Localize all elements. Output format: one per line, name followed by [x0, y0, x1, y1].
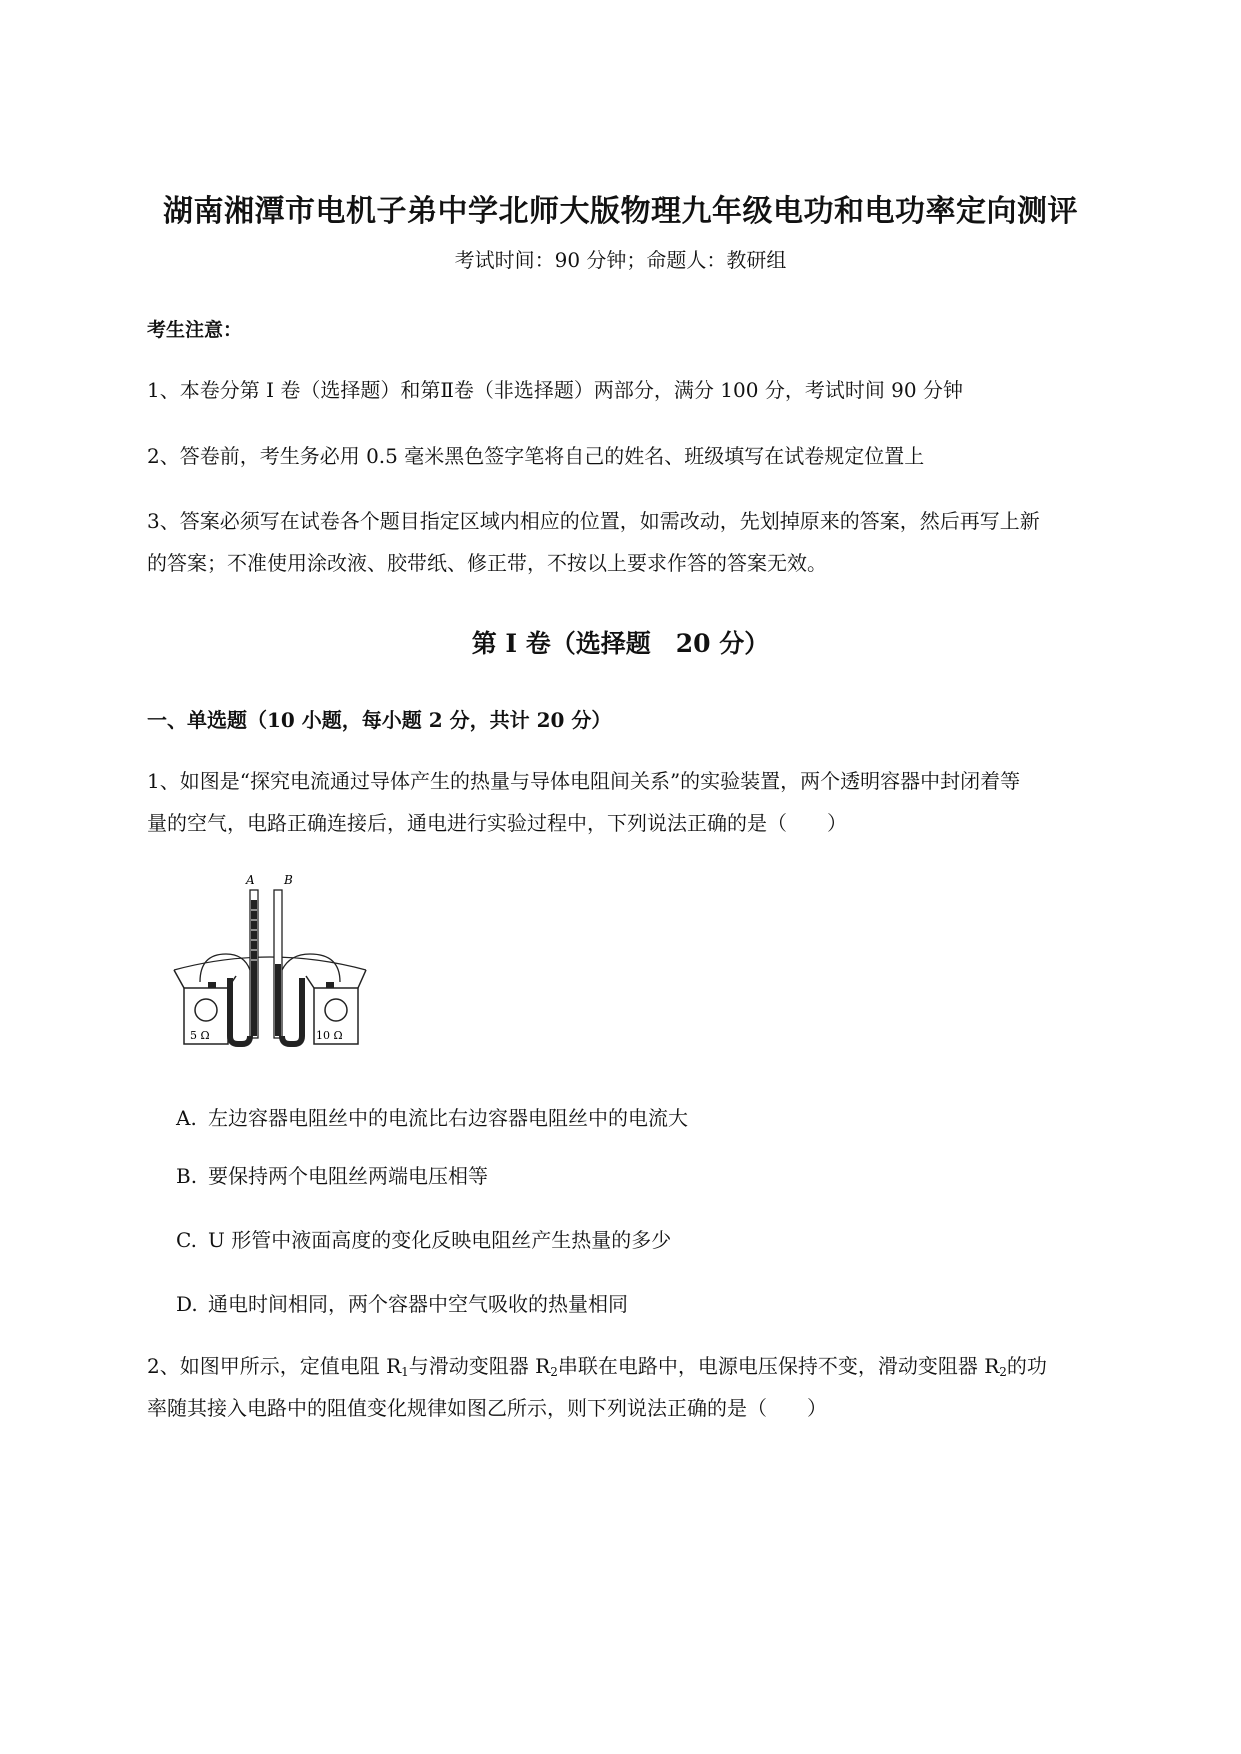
subscript: 2: [550, 1365, 558, 1379]
tube-label-b: B: [284, 873, 293, 887]
left-resistor-label: 5 Ω: [190, 1029, 210, 1042]
option-text: 要保持两个电阻丝两端电压相等: [208, 1164, 488, 1188]
q1-option-b[interactable]: [176, 1160, 488, 1189]
option-letter: B.: [176, 1164, 198, 1188]
option-letter: C.: [176, 1228, 197, 1252]
q1-stem-line1: 1、如图是“探究电流通过导体产生的热量与导体电阻间关系”的实验装置，两个透明容器中封闭着等: [147, 769, 1021, 793]
q2-stem-line2: 率随其接入电路中的阻值变化规律如图乙所示，则下列说法正确的是（ ）: [147, 1396, 827, 1420]
subscript: 2: [999, 1365, 1007, 1379]
option-letter: D.: [176, 1292, 198, 1316]
q2-text-part: 的功: [1006, 1354, 1047, 1378]
exam-subtitle: 考试时间：90 分钟；命题人：教研组: [454, 248, 787, 272]
q1-option-d[interactable]: [176, 1288, 628, 1317]
tube-label-a: A: [246, 873, 255, 887]
q1-option-c[interactable]: [176, 1224, 671, 1253]
section-title: 第 I 卷（选择题 20 分）: [471, 629, 770, 658]
notice-item-3: 3、答案必须写在试卷各个题目指定区域内相应的位置，如需改动，先划掉原来的答案，然后再写上新: [147, 509, 1040, 533]
q1-apparatus-figure: [170, 870, 370, 1050]
exam-title: 湖南湘潭市电机子弟中学北师大版物理九年级电功和电功率定向测评: [163, 194, 1078, 229]
q2-text-part: 与滑动变阻器 R: [408, 1354, 551, 1378]
notice-item-3-cont: 的答案；不准使用涂改液、胶带纸、修正带，不按以上要求作答的答案无效。: [147, 551, 827, 575]
right-resistor-label: 10 Ω: [316, 1029, 343, 1042]
option-text: 左边容器电阻丝中的电流比右边容器电阻丝中的电流大: [208, 1106, 688, 1130]
option-text: 通电时间相同，两个容器中空气吸收的热量相同: [208, 1292, 628, 1316]
option-letter: A.: [176, 1106, 197, 1130]
q2-text-part: 串联在电路中，电源电压保持不变，滑动变阻器 R: [557, 1354, 1000, 1378]
notice-heading: 考生注意：: [147, 319, 243, 341]
option-text: U 形管中液面高度的变化反映电阻丝产生热量的多少: [208, 1228, 672, 1252]
q1-stem-line2: 量的空气，电路正确连接后，通电进行实验过程中，下列说法正确的是（ ）: [147, 811, 847, 835]
q2-text-part: 2、如图甲所示，定值电阻 R: [147, 1354, 402, 1378]
notice-item-2: 2、答卷前，考生务必用 0.5 毫米黑色签字笔将自己的姓名、班级填写在试卷规定位置上: [147, 444, 925, 468]
left-resistor-coil: [195, 999, 217, 1021]
right-resistor-coil: [325, 999, 347, 1021]
subscript: 1: [401, 1365, 409, 1379]
part-heading: 一、单选题（10 小题，每小题 2 分，共计 20 分）: [147, 708, 612, 732]
notice-item-1: 1、本卷分第 I 卷（选择题）和第Ⅱ卷（非选择题）两部分，满分 100 分，考试时间 90 分钟: [147, 378, 963, 402]
q1-option-a[interactable]: [176, 1102, 688, 1131]
